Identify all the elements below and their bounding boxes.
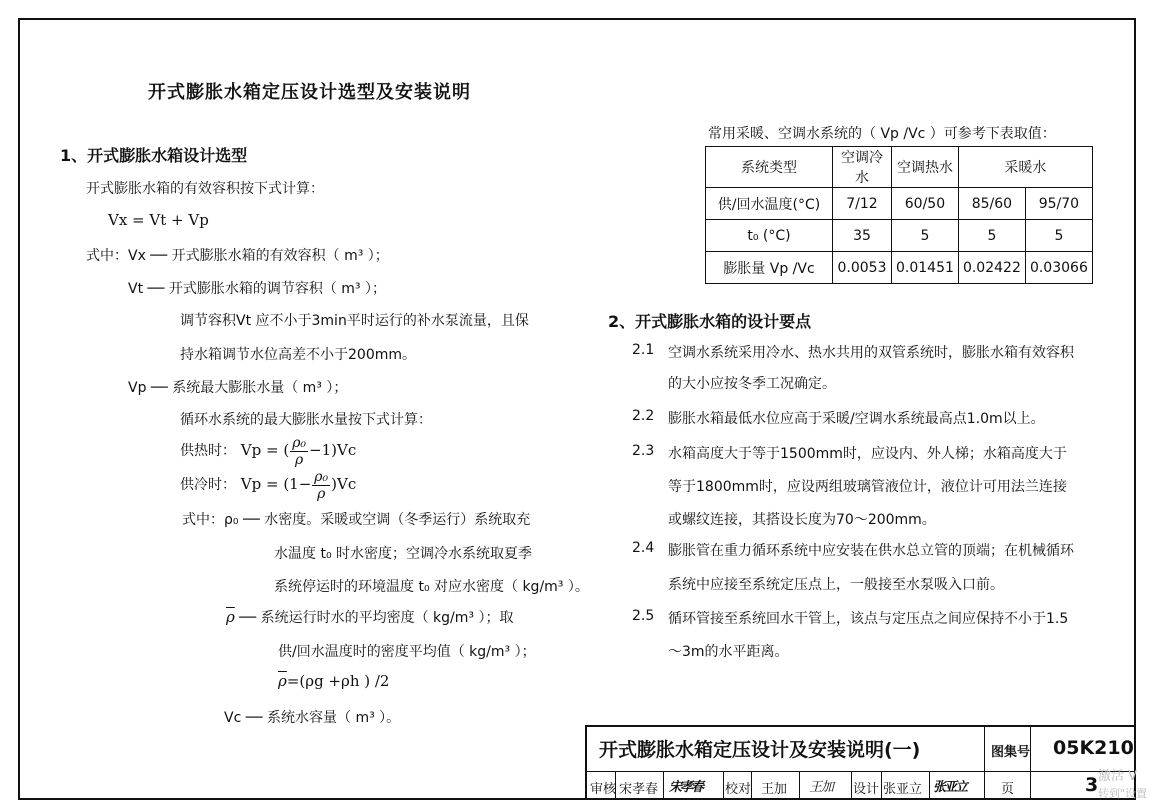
table-cell: 供/回水温度(°C) (706, 188, 833, 220)
table-cell: 35 (833, 220, 892, 252)
rhobar-equation (278, 672, 389, 690)
check-signature: 王加 (809, 780, 834, 795)
item-number: 2.4 (632, 540, 655, 556)
heating-equation (180, 432, 356, 468)
rho0-definition-line1: 式中：ρ₀ ── 水密度。采暖或空调（冬季运行）系统取充 (182, 512, 531, 528)
vt-note-line2: 持水箱调节水位高差不小于200mm。 (180, 347, 416, 363)
item-number: 2.3 (632, 443, 655, 459)
review-signature: 宋孝春 (669, 780, 703, 795)
title-block-divider (799, 771, 800, 800)
title-block-divider (663, 771, 664, 800)
page-number: 3 (1085, 774, 1099, 796)
cooling-eq-right: )Vc (331, 475, 357, 493)
table-cell: 5 (892, 220, 959, 252)
table-cell: 膨胀量 Vp /Vc (706, 252, 833, 284)
title-block-divider (751, 771, 752, 800)
table-cell: 95/70 (1025, 188, 1092, 220)
rhobar-definition-line1 (226, 607, 513, 627)
heating-fraction (290, 435, 308, 468)
rho0-definition-line3: 系统停运时的环境温度 t₀ 对应水密度（ kg/m³ ）。 (274, 579, 589, 595)
table-header-cell: 采暖水 (958, 147, 1092, 188)
vt-note-line1: 调节容积Vt 应不小于3min平时运行的补水泵流量，且保 (180, 313, 529, 329)
page-title: 开式膨胀水箱定压设计选型及安装说明 (148, 82, 471, 103)
title-block (585, 725, 1136, 800)
item-line: 循环管接至系统回水干管上，该点与定压点之间应保持不小于1.5 (668, 611, 1069, 627)
rhobar-symbol: $\overline{\rho}$ (226, 608, 235, 626)
rhobar-definition-line2: 供/回水温度时的密度平均值（ kg/m³ ）； (278, 644, 536, 660)
rhobar-definition-text: ── 系统运行时水的平均密度（ kg/m³ ）；取 (239, 610, 514, 626)
table-cell: 5 (1025, 220, 1092, 252)
table-cell: 60/50 (892, 188, 959, 220)
fraction-denominator: ρ (294, 451, 304, 468)
rhobar-symbol: $\overline{\rho}$ (278, 672, 287, 690)
table-cell: t₀ (°C) (706, 220, 833, 252)
item-number: 2.5 (632, 608, 655, 624)
table-cell: 0.03066 (1025, 252, 1092, 284)
heating-eq-right: −1)Vc (309, 441, 357, 459)
section1-intro: 开式膨胀水箱的有效容积按下式计算： (86, 181, 324, 197)
table-cell: 0.0053 (833, 252, 892, 284)
table-cell: 7/12 (833, 188, 892, 220)
fraction-numerator: ρ₀ (292, 434, 307, 451)
item-line: 空调水系统采用冷水、热水共用的双管系统时，膨胀水箱有效容积 (668, 345, 1074, 361)
fraction-numerator: ρ₀ (314, 468, 329, 485)
title-block-divider (881, 771, 882, 800)
item-line: 膨胀管在重力循环系统中应安装在供水总立管的顶端；在机械循环 (668, 543, 1074, 559)
table-cell: 85/60 (958, 188, 1025, 220)
title-block-divider (984, 727, 985, 800)
atlas-number: 05K210 (1053, 737, 1134, 759)
title-block-divider (587, 771, 1134, 772)
table-cell: 0.02422 (958, 252, 1025, 284)
table-header-row (706, 147, 1093, 188)
table-cell: 5 (958, 220, 1025, 252)
equation-main: Vx = Vt + Vp (108, 211, 209, 229)
title-block-divider (723, 771, 724, 800)
section1-heading: 1、开式膨胀水箱设计选型 (60, 146, 248, 165)
table-row (706, 220, 1093, 252)
table-caption: 常用采暖、空调水系统的（ Vp /Vc ）可参考下表取值： (708, 126, 1056, 142)
section2-heading: 2、开式膨胀水箱的设计要点 (608, 312, 812, 331)
check-name: 王加 (761, 782, 788, 797)
design-signature: 张亚立 (933, 780, 967, 795)
table-row (706, 188, 1093, 220)
item-line: 水箱高度大于等于1500mm时，应设内、外人梯；水箱高度大于 (668, 446, 1067, 462)
cooling-label: 供冷时： (180, 477, 236, 493)
table-row (706, 252, 1093, 284)
reference-table (705, 146, 1093, 284)
atlas-label: 图集号 (991, 745, 1031, 760)
activation-watermark-line1: 激活 V (1098, 769, 1138, 784)
page-label: 页 (1001, 782, 1015, 797)
cooling-fraction (312, 469, 330, 502)
table-header-cell: 空调冷水 (833, 147, 892, 188)
item-line: 的大小应按冬季工况确定。 (668, 376, 836, 392)
cooling-equation (180, 466, 356, 502)
item-line: 膨胀水箱最低水位应高于采暖/空调水系统最高点1.0m以上。 (668, 411, 1045, 427)
table-cell: 0.01451 (892, 252, 959, 284)
definition-vt: Vt ── 开式膨胀水箱的调节容积（ m³ ）； (128, 281, 386, 297)
review-name: 宋孝春 (619, 782, 659, 797)
item-line: 等于1800mm时，应设两组玻璃管液位计，液位计可用法兰连接 (668, 479, 1067, 495)
table-header-cell: 系统类型 (706, 147, 833, 188)
check-label: 校对 (725, 782, 752, 797)
design-name: 张亚立 (883, 782, 923, 797)
title-block-divider (1030, 727, 1031, 800)
item-line: 系统中应接至系统定压点上，一般接至水泵吸入口前。 (668, 577, 1004, 593)
heating-label: 供热时： (180, 443, 236, 459)
design-label: 设计 (853, 782, 880, 797)
rho0-definition-line2: 水温度 t₀ 时水密度；空调冷水系统取夏季 (274, 546, 533, 562)
item-number: 2.2 (632, 408, 655, 424)
heating-eq-left: Vp = ( (240, 441, 290, 459)
cooling-eq-left: Vp = (1− (240, 475, 312, 493)
titleblock-title: 开式膨胀水箱定压设计及安装说明(一) (599, 739, 921, 761)
definition-vx: 式中：Vx ── 开式膨胀水箱的有效容积（ m³ ）； (86, 248, 389, 264)
definition-vp: Vp ── 系统最大膨胀水量（ m³ ）； (128, 380, 348, 396)
table-header-cell: 空调热水 (892, 147, 959, 188)
rhobar-equation-text: =(ρg +ρh ) /2 (286, 672, 390, 690)
title-block-divider (851, 771, 852, 800)
title-block-divider (929, 771, 930, 800)
item-line: 或螺纹连接，其搭设长度为70～200mm。 (668, 512, 936, 528)
item-number: 2.1 (632, 342, 655, 358)
activation-watermark-line2: 转到"设置 (1098, 787, 1148, 800)
fraction-denominator: ρ (317, 485, 326, 502)
review-label: 审核 (590, 782, 617, 797)
item-line: ～3m的水平距离。 (668, 644, 789, 660)
definition-vc: Vc ── 系统水容量（ m³ ）。 (224, 710, 401, 726)
vp-intro: 循环水系统的最大膨胀水量按下式计算： (180, 412, 432, 428)
